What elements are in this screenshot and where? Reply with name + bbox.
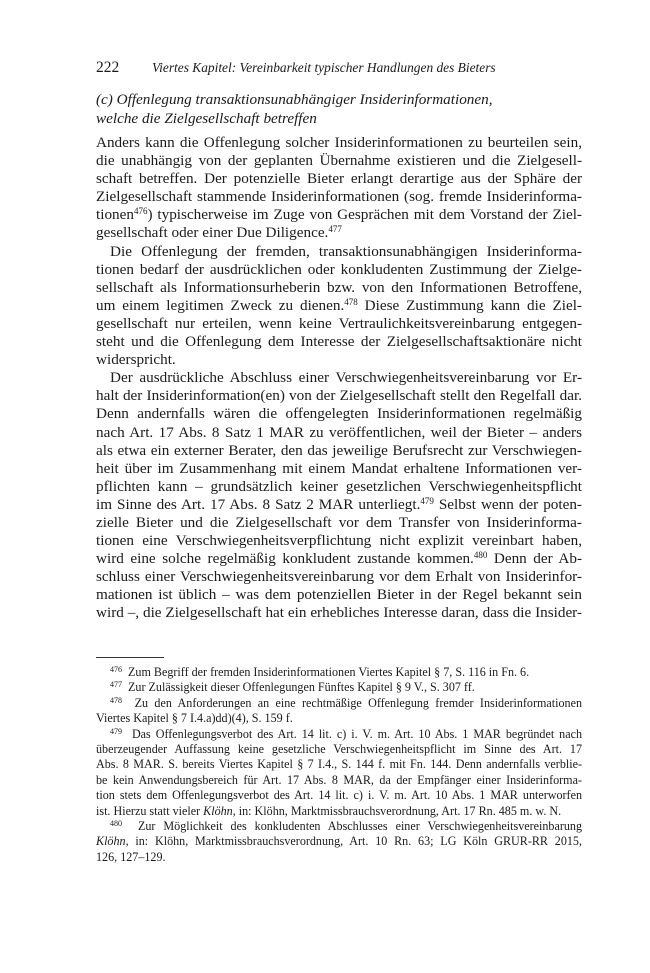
running-title: Viertes Kapitel: Vereinbarkeit typischer Handlungen des Bieters	[152, 60, 496, 75]
footnote-477	[96, 680, 582, 695]
text-line: Die Offenlegung der fremden, transaktionsunabhängigen Insiderinforma-	[110, 242, 582, 260]
text-line	[96, 206, 582, 224]
text-line: nach Art. 17 Abs. 8 Satz 1 MAR zu veröffentlichen, weil der Bieter – anders	[96, 423, 582, 441]
text-line	[96, 496, 582, 514]
text-fragment: um einem legitimen Zweck zu dienen.	[96, 296, 345, 314]
footnote-line: be kein Anwendungsbereich für Art. 17 Abs. 8 MAR, da der Empfänger einer Insiderinforma-	[96, 772, 582, 787]
text-line: Anders kann die Offenlegung solcher Insiderinformationen zu beurteilen sein,	[96, 134, 582, 151]
section-heading	[96, 90, 582, 128]
author-name: Klöhn	[203, 803, 233, 818]
running-header	[96, 59, 582, 77]
footnote-line: Abs. 8 MAR. S. bereits Viertes Kapitel § 7 I.4., S. 144 f. mit Fn. 144. Denn andernfalls verblie-	[96, 757, 582, 772]
section-heading-line: (c) Offenlegung transaktionsunabhängiger Insiderinformationen,	[96, 91, 493, 108]
footnote-text: Zur Zulässigkeit dieser Offenlegungen Fünftes Kapitel § 9 V., S. 307 ff.	[128, 680, 475, 695]
text-line: als etwa ein externer Berater, den das jeweilige Berufsrecht zur Verschwiegen-	[96, 441, 582, 459]
text-line	[96, 224, 582, 242]
text-fragment: gesellschaft oder einer Due Diligence.	[96, 224, 329, 242]
text-fragment: Diese Zustimmung kann die Ziel-	[357, 296, 582, 314]
footnote-number: 476	[110, 665, 122, 674]
page-number: 222	[96, 59, 120, 76]
text-fragment: , in: Klöhn, Marktmissbrauchsverordnung, Art. 17 Rn. 485 m. w. N.	[232, 803, 562, 818]
text-line: sellschaft als Informationsurheberin bzw. von den Informationen Betroffene,	[96, 278, 582, 296]
author-name: Klöhn	[96, 834, 126, 849]
footnote-divider	[96, 657, 164, 658]
footnote-text: Zur Möglichkeit des konkludenten Abschlusses einer Verschwiegenheitsvereinbarung	[137, 818, 582, 833]
text-fragment: ) typischerweise im Zuge von Gesprächen mit dem Vorstand der Ziel-	[147, 206, 582, 224]
text-line: heit über im Zusammenhang mit einem Mandat erhaltene Informationen ver-	[96, 459, 582, 477]
footnote-number: 478	[110, 695, 122, 705]
text-line: wird –, die Zielgesellschaft hat ein erhebliches Interesse daran, dass die Insider-	[96, 604, 582, 622]
footnote-480	[96, 819, 582, 834]
footnote-number: 479	[110, 726, 122, 736]
footnote-ref[interactable]: 478	[344, 296, 358, 307]
footnote-text: Das Offenlegungsverbot des Art. 14 lit. c) i. V. m. Art. 10 Abs. 1 MAR begründet nach	[131, 726, 583, 741]
text-line: zielle Bieter und die Zielgesellschaft vor dem Transfer von Insiderinforma-	[96, 513, 582, 531]
text-line: mationen ist üblich – was dem potenziellen Bieter in der Regel bekannt sein	[96, 586, 582, 604]
text-line: pflichten kann – grundsätzlich keiner gesetzlichen Verschwiegenheitspflicht	[96, 477, 582, 495]
text-line	[96, 550, 582, 568]
text-line: steht und die Offenlegung dem Interesse der Zielgesellschaftsaktionäre nicht	[96, 333, 582, 351]
text-line: schluss einer Verschwiegenheitsvereinbarung vor dem Erhalt von Insiderinfor-	[96, 568, 582, 586]
footnotes	[96, 665, 582, 865]
footnote-number: 480	[110, 818, 122, 828]
footnote-ref[interactable]: 477	[328, 224, 342, 235]
footnote-line: tion stets dem Offenlegungsverbot des Art. 14 lit. c) i. V. m. Art. 10 Abs. 1 MAR unterworfen	[96, 788, 582, 803]
text-fragment: Selbst wenn der poten-	[433, 495, 582, 513]
body-text	[96, 134, 582, 623]
footnote-ref[interactable]: 476	[133, 206, 148, 217]
section-heading-line: welche die Zielgesellschaft betreffen	[96, 110, 317, 127]
text-line: Zielgesellschaft stammende Insiderinformationen (sog. fremde Insiderinforma-	[96, 188, 582, 206]
footnote-ref[interactable]: 480	[473, 550, 488, 561]
text-fragment: , in: Klöhn, Marktmissbrauchsverordnung, Art. 10 Rn. 63; LG Köln GRUR-RR 2015,	[125, 834, 582, 849]
text-line: halt der Insiderinformation(en) von der Zielgesellschaft stellt den Regelfall dar.	[96, 387, 582, 405]
text-line: die unabhängig von der geplanten Übernahme existieren und die Zielgesell-	[96, 152, 582, 170]
text-fragment: im Sinne des Art. 17 Abs. 8 Satz 2 MAR unterliegt.	[96, 495, 421, 513]
footnote-479	[96, 727, 582, 742]
footnote-line: überzeugender Auffassung keine gesetzliche Verschwiegenheitspflicht im Sinne des Art. 17	[96, 741, 582, 756]
text-line: Der ausdrückliche Abschluss einer Verschwiegenheitsvereinbarung vor Er-	[110, 369, 582, 387]
text-line: widerspricht.	[96, 351, 176, 369]
text-fragment: wird eine solche regelmäßig konkludent zustande kommen.	[96, 550, 474, 568]
text-line: tionen bedarf der ausdrücklichen oder konkludenten Zustimmung der Zielge-	[96, 260, 582, 278]
footnote-line: 126, 127–129.	[96, 849, 166, 864]
footnote-text: Zum Begriff der fremden Insiderinformationen Viertes Kapitel § 7, S. 116 in Fn. 6.	[128, 665, 530, 679]
text-line: Denn andernfalls wären die offengelegten Insiderinformationen regelmäßig	[96, 405, 582, 423]
footnote-line: Viertes Kapitel § 7 I.4.a)dd)(4), S. 159 f.	[96, 711, 293, 726]
text-fragment: ist. Hierzu statt vieler	[96, 803, 204, 818]
footnote-476	[96, 665, 582, 680]
footnote-number: 477	[110, 680, 122, 690]
text-line: tionen eine Verschwiegenheitsverpflichtung nicht explizit vereinbart haben,	[96, 532, 582, 550]
footnote-text: Zu den Anforderungen an eine rechtmäßige Offenlegung fremder Insiderinformationen	[134, 695, 583, 710]
footnote-478	[96, 696, 582, 711]
footnote-line	[96, 804, 582, 819]
text-line	[96, 297, 582, 315]
text-line: schaft betreffen. Der potenzielle Bieter erlangt derartige aus der Sphäre der	[96, 170, 582, 188]
text-fragment: Denn der Ab-	[487, 550, 582, 568]
footnote-line	[96, 834, 582, 849]
text-line: gesellschaft nur erteilen, wenn keine Vertraulichkeitsvereinbarung entgegen-	[96, 314, 582, 332]
text-fragment: tionen	[96, 206, 134, 224]
footnote-ref[interactable]: 479	[420, 495, 434, 506]
